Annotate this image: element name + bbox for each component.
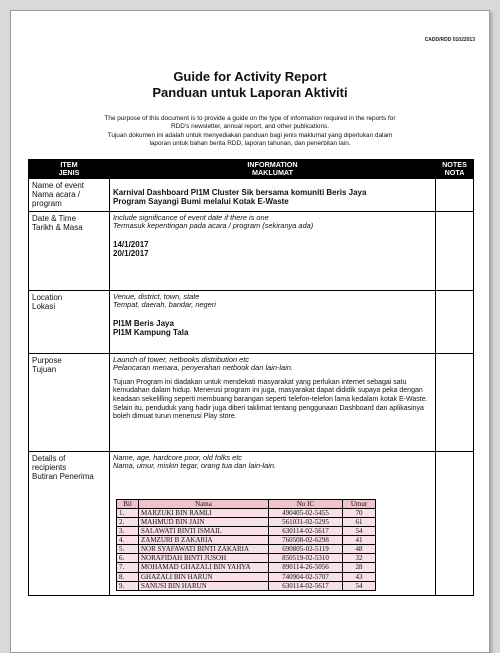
location-hint-en: Venue, district, town, state	[113, 291, 200, 301]
table-row	[117, 581, 376, 590]
purpose-label	[29, 353, 110, 451]
cell-noic: 740904-02-5707	[269, 572, 343, 581]
date-value	[110, 211, 436, 290]
purpose-label-2: Tujuan	[32, 364, 57, 374]
event-value	[110, 179, 436, 212]
date-label-1: Date & Time	[32, 213, 77, 223]
event-value-1: Karnival Dashboard PI1M Cluster Sik bersama komuniti Beris Jaya	[113, 188, 367, 197]
cell-bil: 4.	[117, 536, 139, 545]
document-page	[10, 10, 490, 653]
cell-bil: 7.	[117, 563, 139, 572]
cell-nama: MARZUKI BIN RAMLI	[139, 508, 269, 517]
date-value-2: 20/1/2017	[113, 249, 149, 258]
date-notes	[436, 211, 474, 290]
location-value-2: PI1M Kampung Tala	[113, 328, 189, 337]
col-noic: No IC	[269, 499, 343, 508]
intro-text	[51, 115, 449, 148]
cell-umur: 32	[343, 554, 376, 563]
location-label-1: Location	[32, 292, 63, 302]
purpose-hint-my: Pelancaran menara, penyerahan netbook dan lain-lain.	[113, 363, 293, 373]
col-bil: Bil	[117, 499, 139, 508]
recipients-hint-my: Nama, umur, miskin tegar, orang tua dan lain-lain.	[113, 461, 277, 471]
cell-noic: 630114-02-5617	[269, 527, 343, 536]
recipients-hint-en: Name, age, hardcore poor, old folks etc	[113, 452, 242, 462]
cell-bil: 8.	[117, 572, 139, 581]
intro-en-line-1: The purpose of this document is to provide a guide on the type of information required in the reports for	[104, 115, 396, 122]
intro-my-line-1: Tujuan dokumen ini adalah untuk menyediakan panduan bagi jenis maklumat yang diperlukan dalam	[107, 131, 393, 139]
cell-umur: 28	[343, 563, 376, 572]
intro-my-line-2: laporan untuk bahan berita RDD, laporan tahunan, dan penerbitan lain.	[149, 139, 351, 147]
event-label-3: program	[32, 199, 62, 209]
date-label-2: Tarikh & Masa	[32, 222, 83, 232]
location-label	[29, 290, 110, 353]
header-info-en: INFORMATION	[247, 160, 298, 169]
cell-umur: 54	[343, 581, 376, 590]
recipients-table-header	[117, 499, 376, 508]
cell-noic: 561031-02-5295	[269, 517, 343, 526]
header-info-my: MAKLUMAT	[252, 168, 293, 177]
recipients-table	[116, 499, 376, 591]
header-item	[29, 160, 110, 179]
location-label-2: Lokasi	[32, 301, 56, 311]
report-table	[28, 159, 474, 596]
cell-bil: 5.	[117, 545, 139, 554]
recipients-label	[29, 451, 110, 595]
document-reference: CADD/RDD 01022013	[424, 37, 475, 43]
title-english: Guide for Activity Report	[173, 69, 327, 84]
cell-umur: 41	[343, 536, 376, 545]
table-row	[117, 554, 376, 563]
location-notes	[436, 290, 474, 353]
cell-nama: ZAMZURI B ZAKARIA	[139, 536, 269, 545]
col-umur: Umur	[343, 499, 376, 508]
event-label-1: Name of event	[32, 181, 85, 190]
date-hint-en: Include significance of event date if there is one	[113, 212, 269, 222]
row-location	[29, 290, 474, 353]
cell-nama: GHAZALI BIN HARUN	[139, 572, 269, 581]
title-malay: Panduan untuk Laporan Aktiviti	[152, 85, 348, 100]
recipients-label-2: recipients	[32, 462, 67, 472]
cell-umur: 43	[343, 572, 376, 581]
cell-umur: 70	[343, 508, 376, 517]
purpose-label-1: Purpose	[32, 355, 62, 365]
cell-noic: 490405-02-5455	[269, 508, 343, 517]
cell-umur: 61	[343, 517, 376, 526]
date-label	[29, 211, 110, 290]
cell-noic: 630114-02-5617	[269, 581, 343, 590]
event-label	[29, 179, 110, 212]
header-notes-en: NOTES	[442, 160, 467, 169]
location-value-1: PI1M Beris Jaya	[113, 318, 174, 328]
cell-nama: MAHMUD BIN JAIN	[139, 517, 269, 526]
report-table-header	[29, 160, 474, 179]
table-row	[117, 572, 376, 581]
col-nama: Nama	[139, 499, 269, 508]
cell-noic: 690805-02-5119	[269, 545, 343, 554]
recipients-value	[110, 451, 436, 595]
recipients-label-3: Butiran Penerima	[32, 472, 94, 482]
cell-bil: 9.	[117, 581, 139, 590]
event-value-2: Program Sayangi Bumi melalui Kotak E-Waste	[113, 197, 289, 207]
cell-bil: 2.	[117, 517, 139, 526]
date-value-1: 14/1/2017	[113, 239, 149, 249]
header-item-my: JENIS	[58, 168, 80, 177]
table-row	[117, 527, 376, 536]
header-notes	[436, 160, 474, 179]
location-value	[110, 290, 436, 353]
cell-nama: NOR SYAFAWATI BINTI ZAKARIA	[139, 545, 269, 554]
cell-noic: 850519-02-5310	[269, 554, 343, 563]
purpose-notes	[436, 353, 474, 451]
event-label-2: Nama acara /	[32, 190, 81, 200]
cell-bil: 3.	[117, 527, 139, 536]
cell-nama: SALAWATI BINTI ISMAIL	[139, 527, 269, 536]
cell-bil: 1.	[117, 508, 139, 517]
table-row	[117, 545, 376, 554]
purpose-text: Tujuan Program ini diadakan untuk mendekati masyarakat yang perlukan internet sebagai satu kemudahan dalam hidup. Menerusi program ini juga, masyarakat dapat dididik supaya peka dengan keadaan sekelilling seperti membuang barangan seperti telefon-telefon lama kedalam kotak E-Waste. Selain itu, penduduk yang hadir juga diberi taklimat tentang penggunaan Dashboard dan aplikasinya boleh dimuat turun menerusi Play store.	[113, 378, 428, 421]
cell-nama: SANUSI BIN HARUN	[139, 581, 269, 590]
recipients-label-1: Details of	[32, 453, 66, 463]
header-item-en: ITEM	[60, 160, 78, 169]
cell-umur: 54	[343, 527, 376, 536]
row-date-time	[29, 211, 474, 290]
purpose-value	[110, 353, 436, 451]
cell-nama: MOHAMAD GHAZALI BIN YAHYA	[139, 563, 269, 572]
row-event-name	[29, 179, 474, 212]
row-purpose	[29, 353, 474, 451]
row-recipients	[29, 451, 474, 595]
location-hint-my: Tempat, daerah, bandar, negeri	[113, 300, 216, 310]
header-notes-my: NOTA	[444, 168, 465, 177]
recipients-notes	[436, 451, 474, 595]
intro-en-line-2: RDD’s newsletter, annual report, and other publications.	[171, 123, 329, 131]
header-information	[110, 160, 436, 179]
purpose-hint-en: Launch of tower, netbooks distribution etc	[113, 354, 249, 364]
cell-nama: NORAFIDAH BINTI JUSOH	[139, 554, 269, 563]
date-hint-my: Termasuk kepentingan pada acara / program (sekiranya ada)	[113, 221, 314, 231]
table-row	[117, 563, 376, 572]
cell-umur: 48	[343, 545, 376, 554]
cell-noic: 760508-02-6298	[269, 536, 343, 545]
table-row	[117, 508, 376, 517]
recipients-table-body	[117, 508, 376, 590]
event-notes	[436, 179, 474, 212]
cell-noic: 890114-26-5056	[269, 563, 343, 572]
table-row	[117, 536, 376, 545]
table-row	[117, 517, 376, 526]
cell-bil: 6.	[117, 554, 139, 563]
